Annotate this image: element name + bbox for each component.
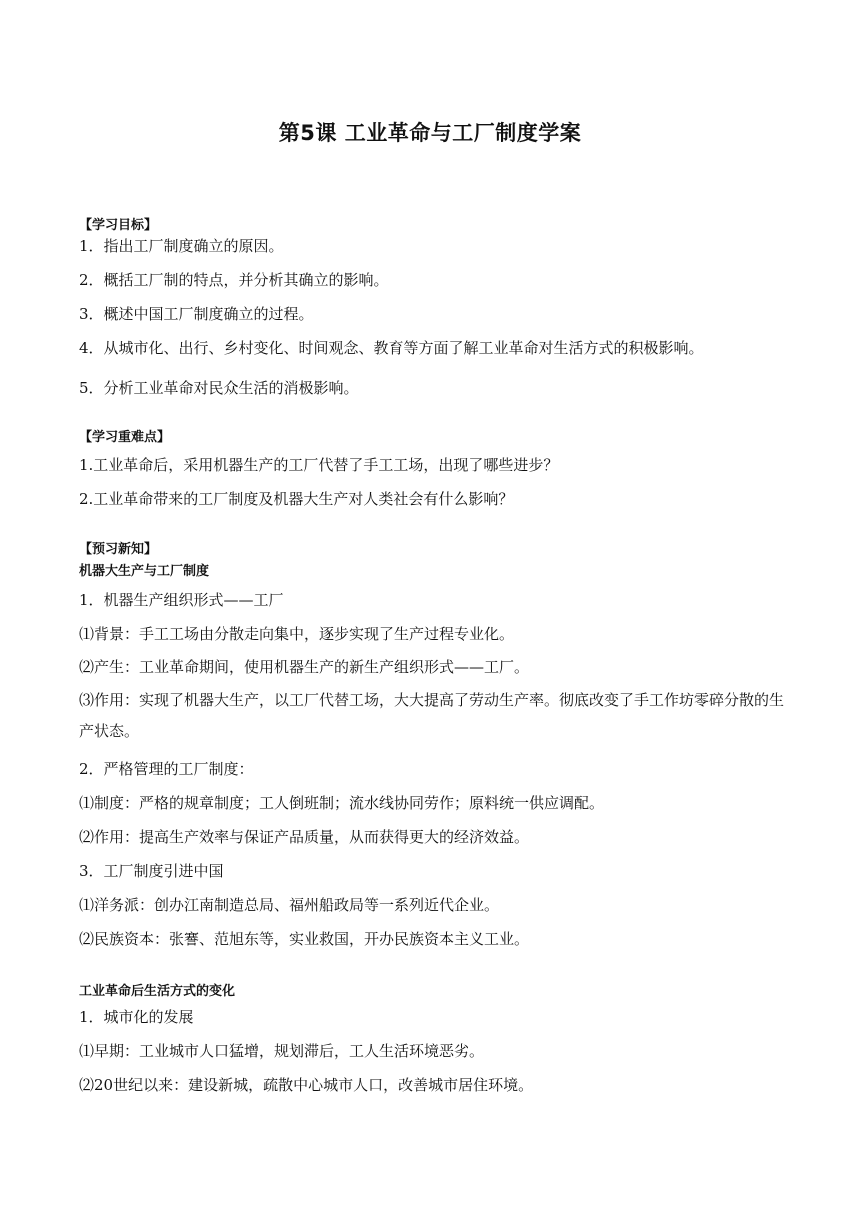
preview-line: ⑵作用：提高生产效率与保证产品质量，从而获得更大的经济效益。 (79, 828, 530, 846)
objective-item: 1．指出工厂制度确立的原因。 (79, 237, 284, 255)
preview-header: 【预习新知】 (79, 542, 158, 557)
key-point-item: 2.工业革命带来的工厂制度及机器大生产对人类社会有什么影响？ (79, 490, 514, 508)
preview-line: ⑶作用：实现了机器大生产，以工厂代替工场，大大提高了劳动生产率。彻底改变了手工作坊零碎分散的生产状态。 (79, 691, 785, 740)
key-point-item: 1.工业革命后，采用机器生产的工厂代替了手工工场，出现了哪些进步？ (79, 456, 559, 474)
objective-item: 4．从城市化、出行、乡村变化、时间观念、教育等方面了解工业革命对生活方式的积极影响。 (79, 339, 704, 357)
preview-line: 1．机器生产组织形式——工厂 (79, 591, 284, 609)
objective-item: 2．概括工厂制的特点，并分析其确立的影响。 (79, 271, 389, 289)
preview-line: ⑵民族资本：张謇、范旭东等，实业救国，开办民族资本主义工业。 (79, 930, 530, 948)
preview-line: ⑴洋务派：创办江南制造总局、福州船政局等一系列近代企业。 (79, 896, 500, 914)
objective-item: 3．概述中国工厂制度确立的过程。 (79, 305, 314, 323)
preview-line: ⑴背景：手工工场由分散走向集中，逐步实现了生产过程专业化。 (79, 625, 515, 643)
preview-line: ⑵20世纪以来：建设新城，疏散中心城市人口，改善城市居住环境。 (79, 1076, 534, 1094)
key-points-header: 【学习重难点】 (79, 430, 171, 445)
preview-line: 2．严格管理的工厂制度： (79, 760, 254, 778)
document-title: 第5课 工业革命与工厂制度学案 (278, 121, 582, 145)
preview-line: 1．城市化的发展 (79, 1008, 194, 1026)
preview-subheader-machine-production: 机器大生产与工厂制度 (79, 564, 210, 579)
preview-subheader-lifestyle: 工业革命后生活方式的变化 (79, 984, 236, 999)
objective-item: 5．分析工业革命对民众生活的消极影响。 (79, 379, 359, 397)
preview-line: 3．工厂制度引进中国 (79, 862, 224, 880)
objectives-header: 【学习目标】 (79, 218, 158, 233)
preview-line: ⑴早期：工业城市人口猛增，规划滞后，工人生活环境恶劣。 (79, 1042, 485, 1060)
preview-line: ⑵产生：工业革命期间，使用机器生产的新生产组织形式——工厂。 (79, 658, 530, 676)
preview-line: ⑴制度：严格的规章制度；工人倒班制；流水线协同劳作；原料统一供应调配。 (79, 794, 605, 812)
